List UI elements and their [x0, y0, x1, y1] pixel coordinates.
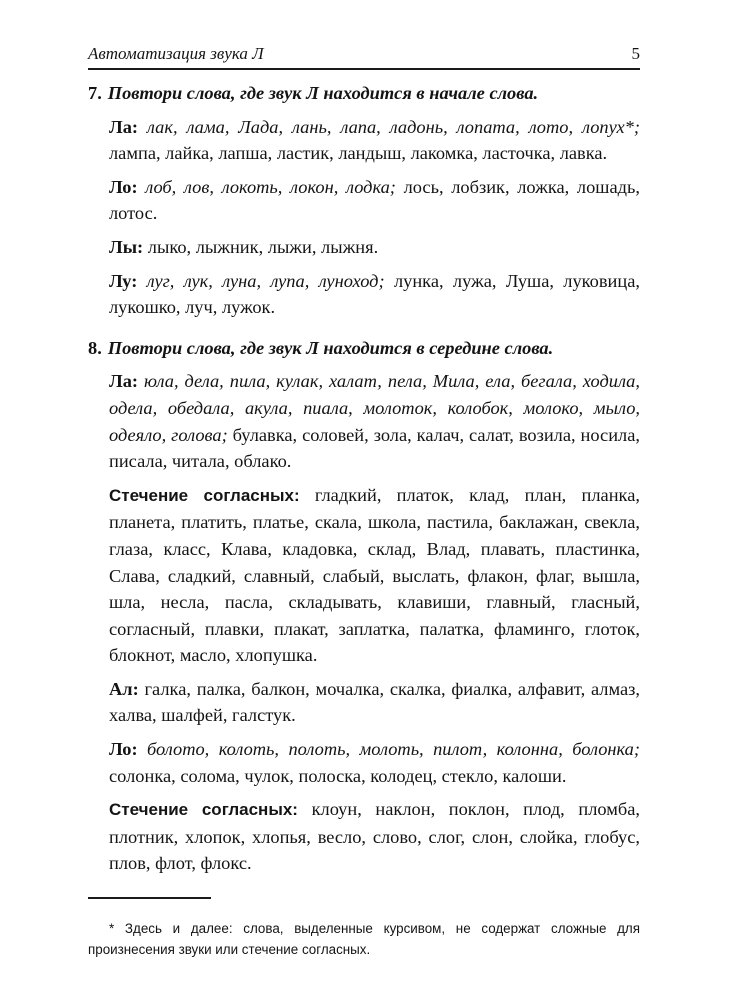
task-7-entry-lo	[109, 174, 640, 227]
section-gap	[88, 321, 640, 335]
italic-words: юла, дела, пила, кулак, халат, пела, Мила, ела, бегала, ходила, одела, обедала, акула, пиала, молоток, колобок, молоко, мыло, одеяло, голова;	[109, 371, 640, 445]
task-7-entry-la	[109, 114, 640, 167]
task-8-entry-cluster-1	[109, 482, 640, 669]
header-title: Автоматизация звука Л	[88, 44, 264, 63]
entry-label: Стечение согласных:	[109, 485, 300, 505]
task-8-heading	[88, 335, 640, 362]
italic-words: лоб, лов, локоть, локон, лодка;	[145, 176, 396, 197]
task-8-number: 8.	[88, 337, 102, 358]
entry-label: Лы:	[109, 236, 144, 257]
task-8-text: Повтори слова, где звук Л находится в середине слова.	[107, 337, 554, 358]
task-7-entry-lu	[109, 268, 640, 321]
entry-label: Стечение согласных:	[109, 800, 298, 820]
entry-label: Ла:	[109, 116, 139, 137]
task-8-entry-lo	[109, 736, 640, 789]
normal-words: лось, лобзик, ложка, лошадь, лотос.	[109, 176, 640, 224]
footnote-rule	[88, 897, 211, 899]
footnote: * Здесь и далее: слова, выделенные курсивом, не содержат сложные для произнесения звуки или стечение согласных.	[88, 921, 640, 958]
italic-words: болото, колоть, полоть, молоть, пилот, колонна, болонка;	[147, 739, 640, 760]
header-rule	[88, 68, 640, 70]
entry-label: Ал:	[109, 678, 139, 699]
task-8-entry-la	[109, 368, 640, 474]
normal-words: галка, палка, балкон, мочалка, скалка, фиалка, алфавит, алмаз, халва, шалфей, галстук.	[109, 678, 640, 726]
normal-words: лунка, лужа, Луша, луковица, лукошко, луч, лужок.	[109, 270, 640, 318]
task-8-entry-al	[109, 676, 640, 729]
entry-label: Лу:	[109, 270, 138, 291]
normal-words: клоун, наклон, поклон, плод, пломба, плотник, хлопок, хлопья, весло, слово, слог, слон, слойка, глобус, плов, флот, флокс.	[109, 799, 640, 874]
entry-label: Ла:	[109, 371, 139, 392]
task-7-heading	[88, 80, 640, 107]
normal-words: солонка, солома, чулок, полоска, колодец, стекло, калоши.	[109, 765, 567, 786]
task-7-text: Повтори слова, где звук Л находится в начале слова.	[107, 83, 539, 103]
entry-label: Ло:	[109, 176, 138, 197]
page-body	[88, 80, 640, 877]
task-7-number: 7.	[88, 83, 102, 103]
normal-words: лыко, лыжник, лыжи, лыжня.	[147, 236, 379, 257]
page-number: 5	[631, 44, 640, 63]
italic-words: лак, лама, Лада, лань, лапа, ладонь, лопата, лото, лопух*;	[146, 116, 640, 137]
italic-words: луг, лук, луна, лупа, луноход;	[146, 270, 385, 291]
normal-words: булавка, соловей, зола, калач, салат, возила, носила, писала, читала, облако.	[109, 424, 640, 472]
entry-label: Ло:	[109, 739, 138, 760]
task-8-entry-cluster-2	[109, 796, 640, 877]
running-header	[88, 44, 640, 64]
task-7-entry-ly	[109, 234, 640, 261]
normal-words: гладкий, платок, клад, план, планка, планета, платить, платье, скала, школа, пастила, баклажан, свекла, глаза, класс, Клава, кладовка, склад, Влад, плавать, пластинка, Слава, сладкий, славный, слабый, выслать, флакон, флаг, вышла, шла, несла, пасла, складывать, клавиши, главный, гласный, согласный, плавки, плакат, заплатка, палатка, фламинго, глоток, блокнот, масло, хлопушка.	[109, 484, 640, 666]
normal-words: лампа, лайка, лапша, ластик, ландыш, лакомка, ласточка, лавка.	[109, 143, 608, 164]
